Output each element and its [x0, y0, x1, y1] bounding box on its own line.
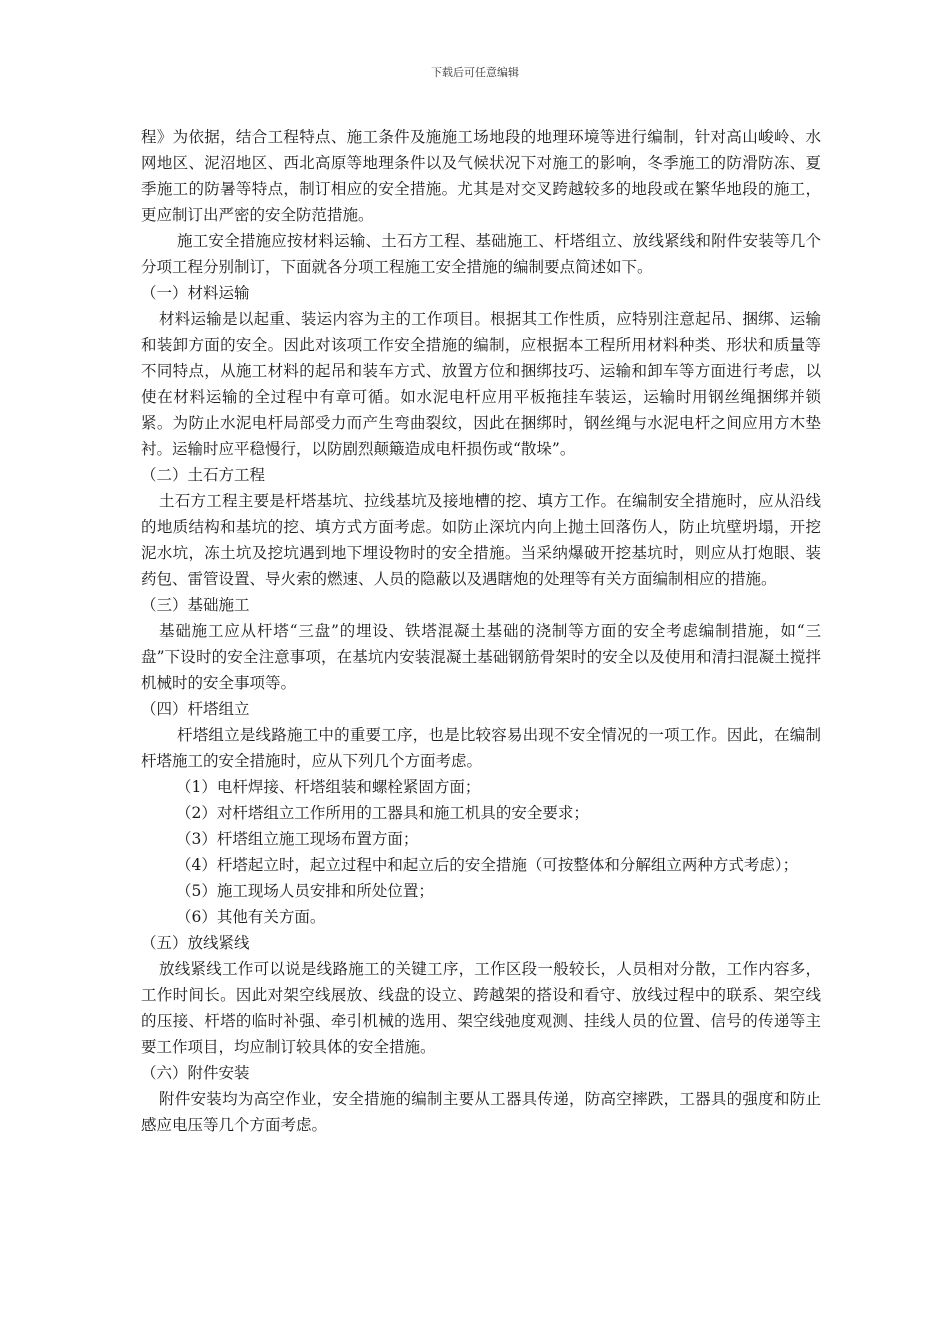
document-body — [141, 124, 821, 1138]
section-body-tower-erection: 杆塔组立是线路施工中的重要工序，也是比较容易出现不安全情况的一项工作。因此，在编制杆塔施工的安全措施时，应从下列几个方面考虑。 — [141, 726, 821, 770]
list-item: （5）施工现场人员安排和所处位置； — [176, 882, 434, 900]
section-body-stringing: 放线紧线工作可以说是线路施工的关键工序，工作区段一般较长，人员相对分散，工作内容多，工作时间长。因此对架空线展放、线盘的设立、跨越架的搭设和看守、放线过程中的联系、架空线的压接、杆塔的临时补强、牵引机械的选用、架空线弛度观测、挂线人员的位置、信号的传递等主要工作项目，均应制订较具体的安全措施。 — [141, 960, 821, 1056]
paragraph-intro: 程》为依据，结合工程特点、施工条件及施施工场地段的地理环境等进行编制，针对高山峻岭、水网地区、泥沼地区、西北高原等地理条件以及气候状况下对施工的影响，冬季施工的防滑防冻、夏季施工的防暑等特点，制订相应的安全措施。尤其是对交叉跨越较多的地段或在繁华地段的施工，更应制订出严密的安全防范措施。 — [141, 128, 821, 224]
list-item: （2）对杆塔组立工作所用的工器具和施工机具的安全要求； — [176, 804, 589, 822]
list-item: （1）电杆焊接、杆塔组装和螺栓紧固方面； — [176, 778, 481, 796]
section-body-earthwork: 土石方工程主要是杆塔基坑、拉线基坑及接地槽的挖、填方工作。在编制安全措施时，应从沿线的地质结构和基坑的挖、填方式方面考虑。如防止深坑内向上抛土回落伤人，防止坑壁坍塌，开挖泥水坑，冻土坑及挖坑遇到地下埋设物时的安全措施。当采纳爆破开挖基坑时，则应从打炮眼、装药包、雷管设置、导火索的燃速、人员的隐蔽以及遇瞎炮的处理等有关方面编制相应的措施。 — [141, 492, 821, 588]
section-heading-stringing: （五）放线紧线 — [141, 934, 250, 952]
section-heading-foundation: （三）基础施工 — [141, 596, 250, 614]
paragraph-overview: 施工安全措施应按材料运输、土石方工程、基础施工、杆塔组立、放线紧线和附件安装等几个分项工程分别制订，下面就各分项工程施工安全措施的编制要点简述如下。 — [141, 232, 821, 276]
section-body-material-transport: 材料运输是以起重、装运内容为主的工作项目。根据其工作性质，应特别注意起吊、捆绑、运输和装卸方面的安全。因此对该项工作安全措施的编制，应根据本工程所用材料种类、形状和质量等不同特点，从施工材料的起吊和装车方式、放置方位和捆绑技巧、运输和卸车等方面进行考虑，以使在材料运输的全过程中有章可循。如水泥电杆应用平板拖挂车装运，运输时用钢丝绳捆绑并锁紧。为防止水泥电杆局部受力而产生弯曲裂纹，因此在捆绑时，钢丝绳与水泥电杆之间应用方木垫衬。运输时应平稳慢行，以防剧烈颠簸造成电杆损伤或“散垛”。 — [141, 310, 821, 458]
page-header: 下载后可任意编辑 — [431, 66, 519, 79]
section-heading-tower-erection: （四）杆塔组立 — [141, 700, 250, 718]
list-item: （3）杆塔组立施工现场布置方面； — [176, 830, 419, 848]
list-item: （4）杆塔起立时，起立过程中和起立后的安全措施（可按整体和分解组立两种方式考虑）； — [176, 856, 799, 874]
section-heading-earthwork: （二）土石方工程 — [141, 466, 266, 484]
list-item: （6）其他有关方面。 — [176, 908, 326, 926]
section-heading-material-transport: （一）材料运输 — [141, 284, 250, 302]
section-heading-fittings: （六）附件安装 — [141, 1064, 250, 1082]
section-body-foundation: 基础施工应从杆塔“三盘”的埋设、铁塔混凝土基础的浇制等方面的安全考虑编制措施，如“三盘”下设时的安全注意事项，在基坑内安装混凝土基础钢筋骨架时的安全以及使用和清扫混凝土搅拌机械时的安全事项等。 — [141, 622, 821, 692]
section-body-fittings: 附件安装均为高空作业，安全措施的编制主要从工器具传递，防高空摔跌，工器具的强度和防止感应电压等几个方面考虑。 — [141, 1090, 821, 1134]
